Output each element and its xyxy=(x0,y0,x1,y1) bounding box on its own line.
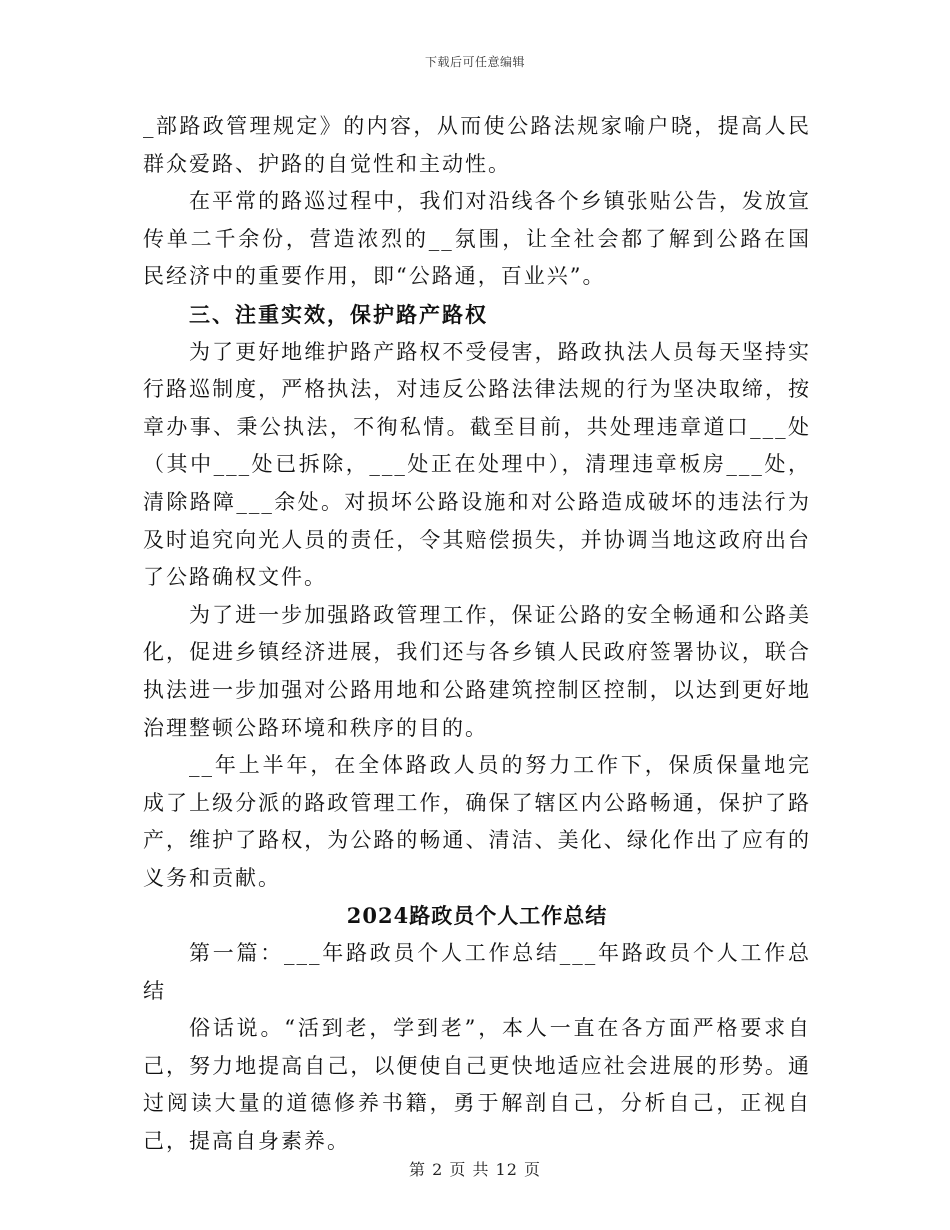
paragraph-7: 俗话说。“活到老，学到老”，本人一直在各方面严格要求自己，努力地提高自己，以便使自己更快地适应社会进展的形势。通过阅读大量的道德修养书籍，勇于解剖自己，分析自己，正视自己，提高自身素养。 xyxy=(143,1016,811,1154)
paragraph-1: _部路政管理规定》的内容，从而使公路法规家喻户晓，提高人民群众爱路、护路的自觉性和主动性。 xyxy=(143,114,811,176)
document-title: 2024路政员个人工作总结 xyxy=(346,903,608,929)
paragraph-6: 第一篇：___年路政员个人工作总结___年路政员个人工作总结 xyxy=(143,941,811,1003)
header-note: 下载后可任意编辑 xyxy=(424,55,525,69)
paragraph-2: 在平常的路巡过程中，我们对沿线各个乡镇张贴公告，发放宣传单二千余份，营造浓烈的__氛围，让全社会都了解到公路在国民经济中的重要作用，即“公路通，百业兴”。 xyxy=(143,189,811,289)
paragraph-3: 为了更好地维护路产路权不受侵害，路政执法人员每天坚持实行路巡制度，严格执法，对违反公路法律法规的行为坚决取缔，按章办事、秉公执法，不徇私情。截至目前，共处理违章道口___处（其中___处已拆除，___处正在处理中），清理违章板房___处，清除路障___余处。对损坏公路设施和对公路造成破坏的违法行为及时追究向光人员的责任，令其赔偿损失，并协调当地这政府出台了公路确权文件。 xyxy=(143,339,811,590)
section-heading-3: 三、注重实效，保护路产路权 xyxy=(189,301,488,327)
document-body xyxy=(143,108,811,1161)
page-number: 第 2 页 共 12 页 xyxy=(409,1160,541,1179)
paragraph-4: 为了进一步加强路政管理工作，保证公路的安全畅通和公路美化，促进乡镇经济进展，我们还与各乡镇人民政府签署协议，联合执法进一步加强对公路用地和公路建筑控制区控制，以达到更好地治理整顿公路环境和秩序的目的。 xyxy=(143,602,811,740)
paragraph-5: __年上半年，在全体路政人员的努力工作下，保质保量地完成了上级分派的路政管理工作，确保了辖区内公路畅通，保护了路产，维护了路权，为公路的畅通、清洁、美化、绿化作出了应有的义务和贡献。 xyxy=(143,753,811,890)
